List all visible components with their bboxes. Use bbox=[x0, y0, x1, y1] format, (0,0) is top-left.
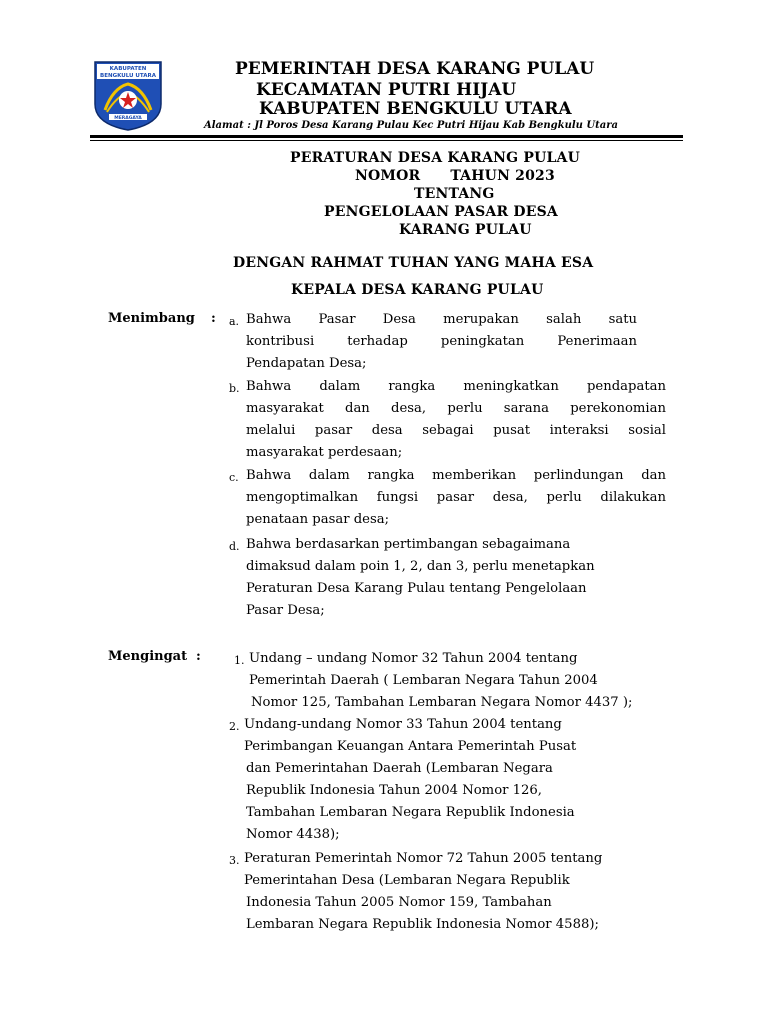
mengingat-2-line-2: Perimbangan Keuangan Antara Pemerintah Pusat bbox=[244, 739, 577, 754]
mengingat-2-line-6: Nomor 4438); bbox=[246, 827, 340, 842]
mengingat-marker-3: 3. bbox=[229, 854, 240, 867]
mengingat-3-line-1: Peraturan Pemerintah Nomor 72 Tahun 2005 tentang bbox=[244, 851, 603, 866]
menimbang-c-line-3: penataan pasar desa; bbox=[246, 512, 390, 527]
menimbang-c-line-1: Bahwa dalam rangka memberikan perlindungan dan bbox=[246, 468, 666, 483]
title-tahun: TAHUN 2023 bbox=[450, 168, 555, 184]
mengingat-marker-1: 1. bbox=[234, 654, 245, 667]
mengingat-1-line-1: Undang – undang Nomor 32 Tahun 2004 tentang bbox=[249, 651, 578, 666]
mengingat-2-line-4: Republik Indonesia Tahun 2004 Nomor 126, bbox=[246, 783, 542, 798]
menimbang-marker-c: c. bbox=[229, 471, 239, 484]
mengingat-colon: : bbox=[196, 649, 201, 664]
menimbang-marker-b: b. bbox=[229, 382, 240, 395]
letterhead-line-1: PEMERINTAH DESA KARANG PULAU bbox=[235, 59, 595, 79]
menimbang-d-line-3: Peraturan Desa Karang Pulau tentang Pengelolaan bbox=[246, 581, 587, 596]
letterhead-line-2: KECAMATAN PUTRI HIJAU bbox=[256, 80, 517, 100]
menimbang-marker-d: d. bbox=[229, 540, 240, 553]
logo-text-1: KABUPATEN bbox=[109, 66, 147, 72]
mengingat-3-line-4: Lembaran Negara Republik Indonesia Nomor 4588); bbox=[246, 917, 599, 932]
menimbang-b-line-4: masyarakat perdesaan; bbox=[246, 445, 403, 460]
menimbang-a-line-2: kontribusi terhadap peningkatan Penerimaan bbox=[246, 334, 637, 349]
heading-rahmat: DENGAN RAHMAT TUHAN YANG MAHA ESA bbox=[233, 255, 594, 271]
title-line-5: KARANG PULAU bbox=[399, 222, 532, 238]
menimbang-a-line-3: Pendapatan Desa; bbox=[246, 356, 367, 371]
menimbang-marker-a: a. bbox=[229, 315, 240, 328]
mengingat-3-line-3: Indonesia Tahun 2005 Nomor 159, Tambahan bbox=[246, 895, 552, 910]
title-line-4: PENGELOLAAN PASAR DESA bbox=[324, 204, 558, 220]
mengingat-2-line-1: Undang-undang Nomor 33 Tahun 2004 tentang bbox=[244, 717, 562, 732]
letterhead-divider-thin bbox=[90, 140, 683, 141]
title-line-1: PERATURAN DESA KARANG PULAU bbox=[290, 150, 581, 166]
mengingat-1-line-2: Pemerintah Daerah ( Lembaran Negara Tahun 2004 bbox=[249, 673, 598, 688]
menimbang-b-line-3: melalui pasar desa sebagai pusat interaksi sosial bbox=[246, 423, 666, 438]
mengingat-marker-2: 2. bbox=[229, 720, 240, 733]
title-nomor: NOMOR bbox=[355, 168, 421, 184]
menimbang-label: Menimbang bbox=[108, 311, 195, 326]
letterhead-line-3: KABUPATEN BENGKULU UTARA bbox=[259, 99, 572, 119]
menimbang-c-line-2: mengoptimalkan fungsi pasar desa, perlu dilakukan bbox=[246, 490, 666, 505]
title-line-3: TENTANG bbox=[414, 186, 495, 202]
mengingat-2-line-3: dan Pemerintahan Daerah (Lembaran Negara bbox=[246, 761, 553, 776]
menimbang-colon: : bbox=[211, 311, 216, 326]
title-line-2 bbox=[355, 168, 555, 184]
logo-motto: MERAGAYA bbox=[114, 116, 142, 121]
letterhead-address: Alamat : Jl Poros Desa Karang Pulau Kec Putri Hijau Kab Bengkulu Utara bbox=[204, 120, 618, 131]
heading-kepala-desa: KEPALA DESA KARANG PULAU bbox=[291, 282, 544, 298]
menimbang-a-line-1: Bahwa Pasar Desa merupakan salah satu bbox=[246, 312, 637, 327]
letterhead-divider-thick bbox=[90, 135, 683, 138]
menimbang-d-line-2: dimaksud dalam poin 1, 2, dan 3, perlu menetapkan bbox=[246, 559, 595, 574]
logo-text-2: BENGKULU UTARA bbox=[100, 73, 156, 79]
mengingat-label: Mengingat bbox=[108, 649, 188, 664]
menimbang-d-line-1: Bahwa berdasarkan pertimbangan sebagaimana bbox=[246, 537, 571, 552]
menimbang-d-line-4: Pasar Desa; bbox=[246, 603, 325, 618]
mengingat-2-line-5: Tambahan Lembaran Negara Republik Indonesia bbox=[246, 805, 575, 820]
shield-emblem-icon bbox=[93, 60, 163, 132]
mengingat-1-line-3: Nomor 125, Tambahan Lembaran Negara Nomor 4437 ); bbox=[251, 695, 633, 710]
menimbang-b-line-2: masyarakat dan desa, perlu sarana perekonomian bbox=[246, 401, 666, 416]
kabupaten-logo bbox=[93, 60, 163, 132]
menimbang-b-line-1: Bahwa dalam rangka meningkatkan pendapatan bbox=[246, 379, 666, 394]
mengingat-3-line-2: Pemerintahan Desa (Lembaran Negara Republik bbox=[244, 873, 570, 888]
